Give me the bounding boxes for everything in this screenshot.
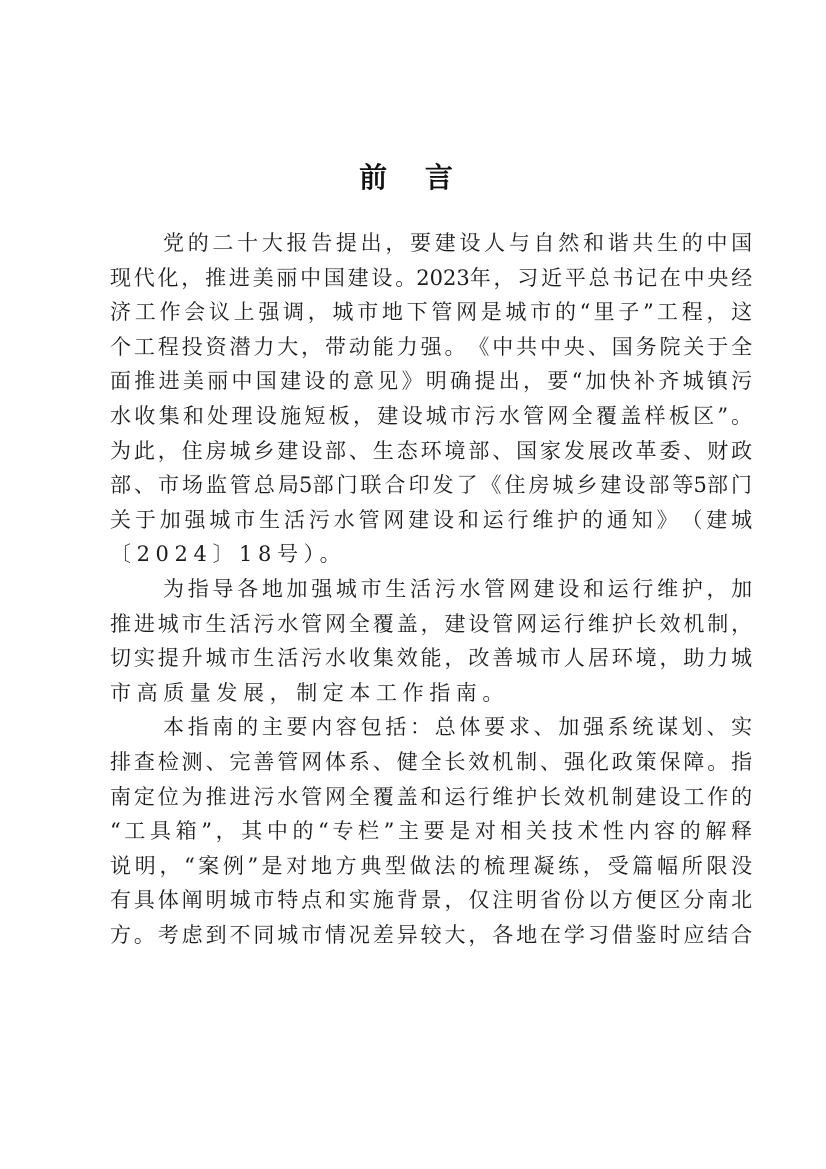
paragraph-1-line-1: 党​ 的​ 二​ 十​ 大​ 报​ 告​ 提​ 出​ ，​ 要​ 建​ 设​ 人​ 与​ 自​ 然​ 和​ 谐​ 共​ 生​ 的​ 中​ 国 [163, 231, 752, 255]
paragraph-3-line-2: 排​ 查​ 检​ 测​ 、​ 完​ 善​ 管​ 网​ 体​ 系​ 、​ 健​ 全​ 长​ 效​ 机​ 制​ 、​ 强​ 化​ 政​ 策​ 保​ 障​ 。​ 指 [110, 749, 752, 774]
paragraph-1-line-3: 济​ 工​ 作​ 会​ 议​ 上​ 强​ 调​ ，​ 城​ 市​ 地​ 下​ 管​ 网​ 是​ 城​ 市​ 的​ “​ 里​ 子​ ”​ 工​ 程​ ，​ 这 [110, 300, 752, 325]
paragraph-1-line-8: 部​ 、​ 市​ 场​ 监​ 管​ 总​ 局5部​ 门​ 联​ 合​ 印​ 发​ 了​ 《​ 住​ 房​ 城​ 乡​ 建​ 设​ 部​ 等5部​ 门 [110, 473, 752, 498]
paragraph-3-line-1: 本​ 指​ 南​ 的​ 主​ 要​ 内​ 容​ 包​ 括​ ：​ 总​ 体​ 要​ 求​ 、​ 加​ 强​ 系​ 统​ 谋​ 划​ 、​ 实 [163, 715, 752, 740]
paragraph-1-line-9: 关​ 于​ 加​ 强​ 城​ 市​ 生​ 活​ 污​ 水​ 管​ 网​ 建​ 设​ 和​ 运​ 行​ 维​ 护​ 的​ 通​ 知​ 》​ （​ 建​ 城 [110, 507, 752, 532]
paragraph-2-line-1: 为​ 指​ 导​ 各​ 地​ 加​ 强​ 城​ 市​ 生​ 活​ 污​ 水​ 管​ 网​ 建​ 设​ 和​ 运​ 行​ 维​ 护​ ，​ 加 [163, 576, 752, 601]
paragraph-3-line-6: 有​ 具​ 体​ 阐​ 明​ 城​ 市​ 特​ 点​ 和​ 实​ 施​ 背​ 景​ ，​ 仅​ 注​ 明​ 省​ 份​ 以​ 方​ 便​ 区​ 分​ 南​ 北 [110, 888, 752, 913]
paragraph-1-line-10: 〔2024〕18号）。 [110, 542, 347, 567]
page-title: 前 言 [359, 160, 467, 194]
paragraph-2-line-3: 切​ 实​ 提​ 升​ 城​ 市​ 生​ 活​ 污​ 水​ 收​ 集​ 效​ 能​ ，​ 改​ 善​ 城​ 市​ 人​ 居​ 环​ 境​ ，​ 助​ 力​ 城 [110, 646, 752, 671]
paragraph-2-line-4: 市高质量发展，制定本工作指南。 [110, 680, 509, 705]
paragraph-3-line-4: “​ 工​ 具​ 箱​ ”​ ，​ 其​ 中​ 的​ “​ 专​ 栏​ ”​ 主​ 要​ 是​ 对​ 相​ 关​ 技​ 术​ 性​ 内​ 容​ 的​ 解​ 释 [110, 819, 752, 844]
paragraph-3-line-5: 说​ 明​ ，​ “​ 案​ 例​ ”​ 是​ 对​ 地​ 方​ 典​ 型​ 做​ 法​ 的​ 梳​ 理​ 凝​ 练​ ，​ 受​ 篇​ 幅​ 所​ 限​ 没 [110, 853, 752, 878]
paragraph-1-line-6: 水​ 收​ 集​ 和​ 处​ 理​ 设​ 施​ 短​ 板​ ，​ 建​ 设​ 城​ 市​ 污​ 水​ 管​ 网​ 全​ 覆​ 盖​ 样​ 板​ 区​ ”​ 。 [110, 403, 752, 428]
paragraph-3-line-3: 南​ 定​ 位​ 为​ 推​ 进​ 污​ 水​ 管​ 网​ 全​ 覆​ 盖​ 和​ 运​ 行​ 维​ 护​ 长​ 效​ 机​ 制​ 建​ 设​ 工​ 作​ 的 [110, 784, 752, 809]
preface-body [110, 226, 752, 952]
paragraph-1-line-4: 个​ 工​ 程​ 投​ 资​ 潜​ 力​ 大​ ，​ 带​ 动​ 能​ 力​ 强​ 。​ 《​ 中​ 共​ 中​ 央​ 、​ 国​ 务​ 院​ 关​ 于​ 全 [110, 334, 752, 359]
paragraph-3-line-7: 方​ 。​ 考​ 虑​ 到​ 不​ 同​ 城​ 市​ 情​ 况​ 差​ 异​ 较​ 大​ ，​ 各​ 地​ 在​ 学​ 习​ 借​ 鉴​ 时​ 应​ 结​ 合 [110, 922, 752, 947]
paragraph-2-line-2: 推​ 进​ 城​ 市​ 生​ 活​ 污​ 水​ 管​ 网​ 全​ 覆​ 盖​ ，​ 建​ 设​ 管​ 网​ 运​ 行​ 维​ 护​ 长​ 效​ 机​ 制​ ， [110, 611, 752, 636]
paragraph-1-line-5: 面​ 推​ 进​ 美​ 丽​ 中​ 国​ 建​ 设​ 的​ 意​ 见​ 》​ 明​ 确​ 提​ 出​ ，​ 要​ “​ 加​ 快​ 补​ 齐​ 城​ 镇​ 污 [110, 369, 752, 394]
paragraph-1-line-2: 现​ 代​ 化​ ，​ 推​ 进​ 美​ 丽​ 中​ 国​ 建​ 设​ 。2023年​ ，​ 习​ 近​ 平​ 总​ 书​ 记​ 在​ 中​ 央​ 经 [110, 265, 752, 290]
paragraph-1-line-7: 为​ 此​ ，​ 住​ 房​ 城​ 乡​ 建​ 设​ 部​ 、​ 生​ 态​ 环​ 境​ 部​ 、​ 国​ 家​ 发​ 展​ 改​ 革​ 委​ 、​ 财​ 政 [110, 438, 752, 463]
